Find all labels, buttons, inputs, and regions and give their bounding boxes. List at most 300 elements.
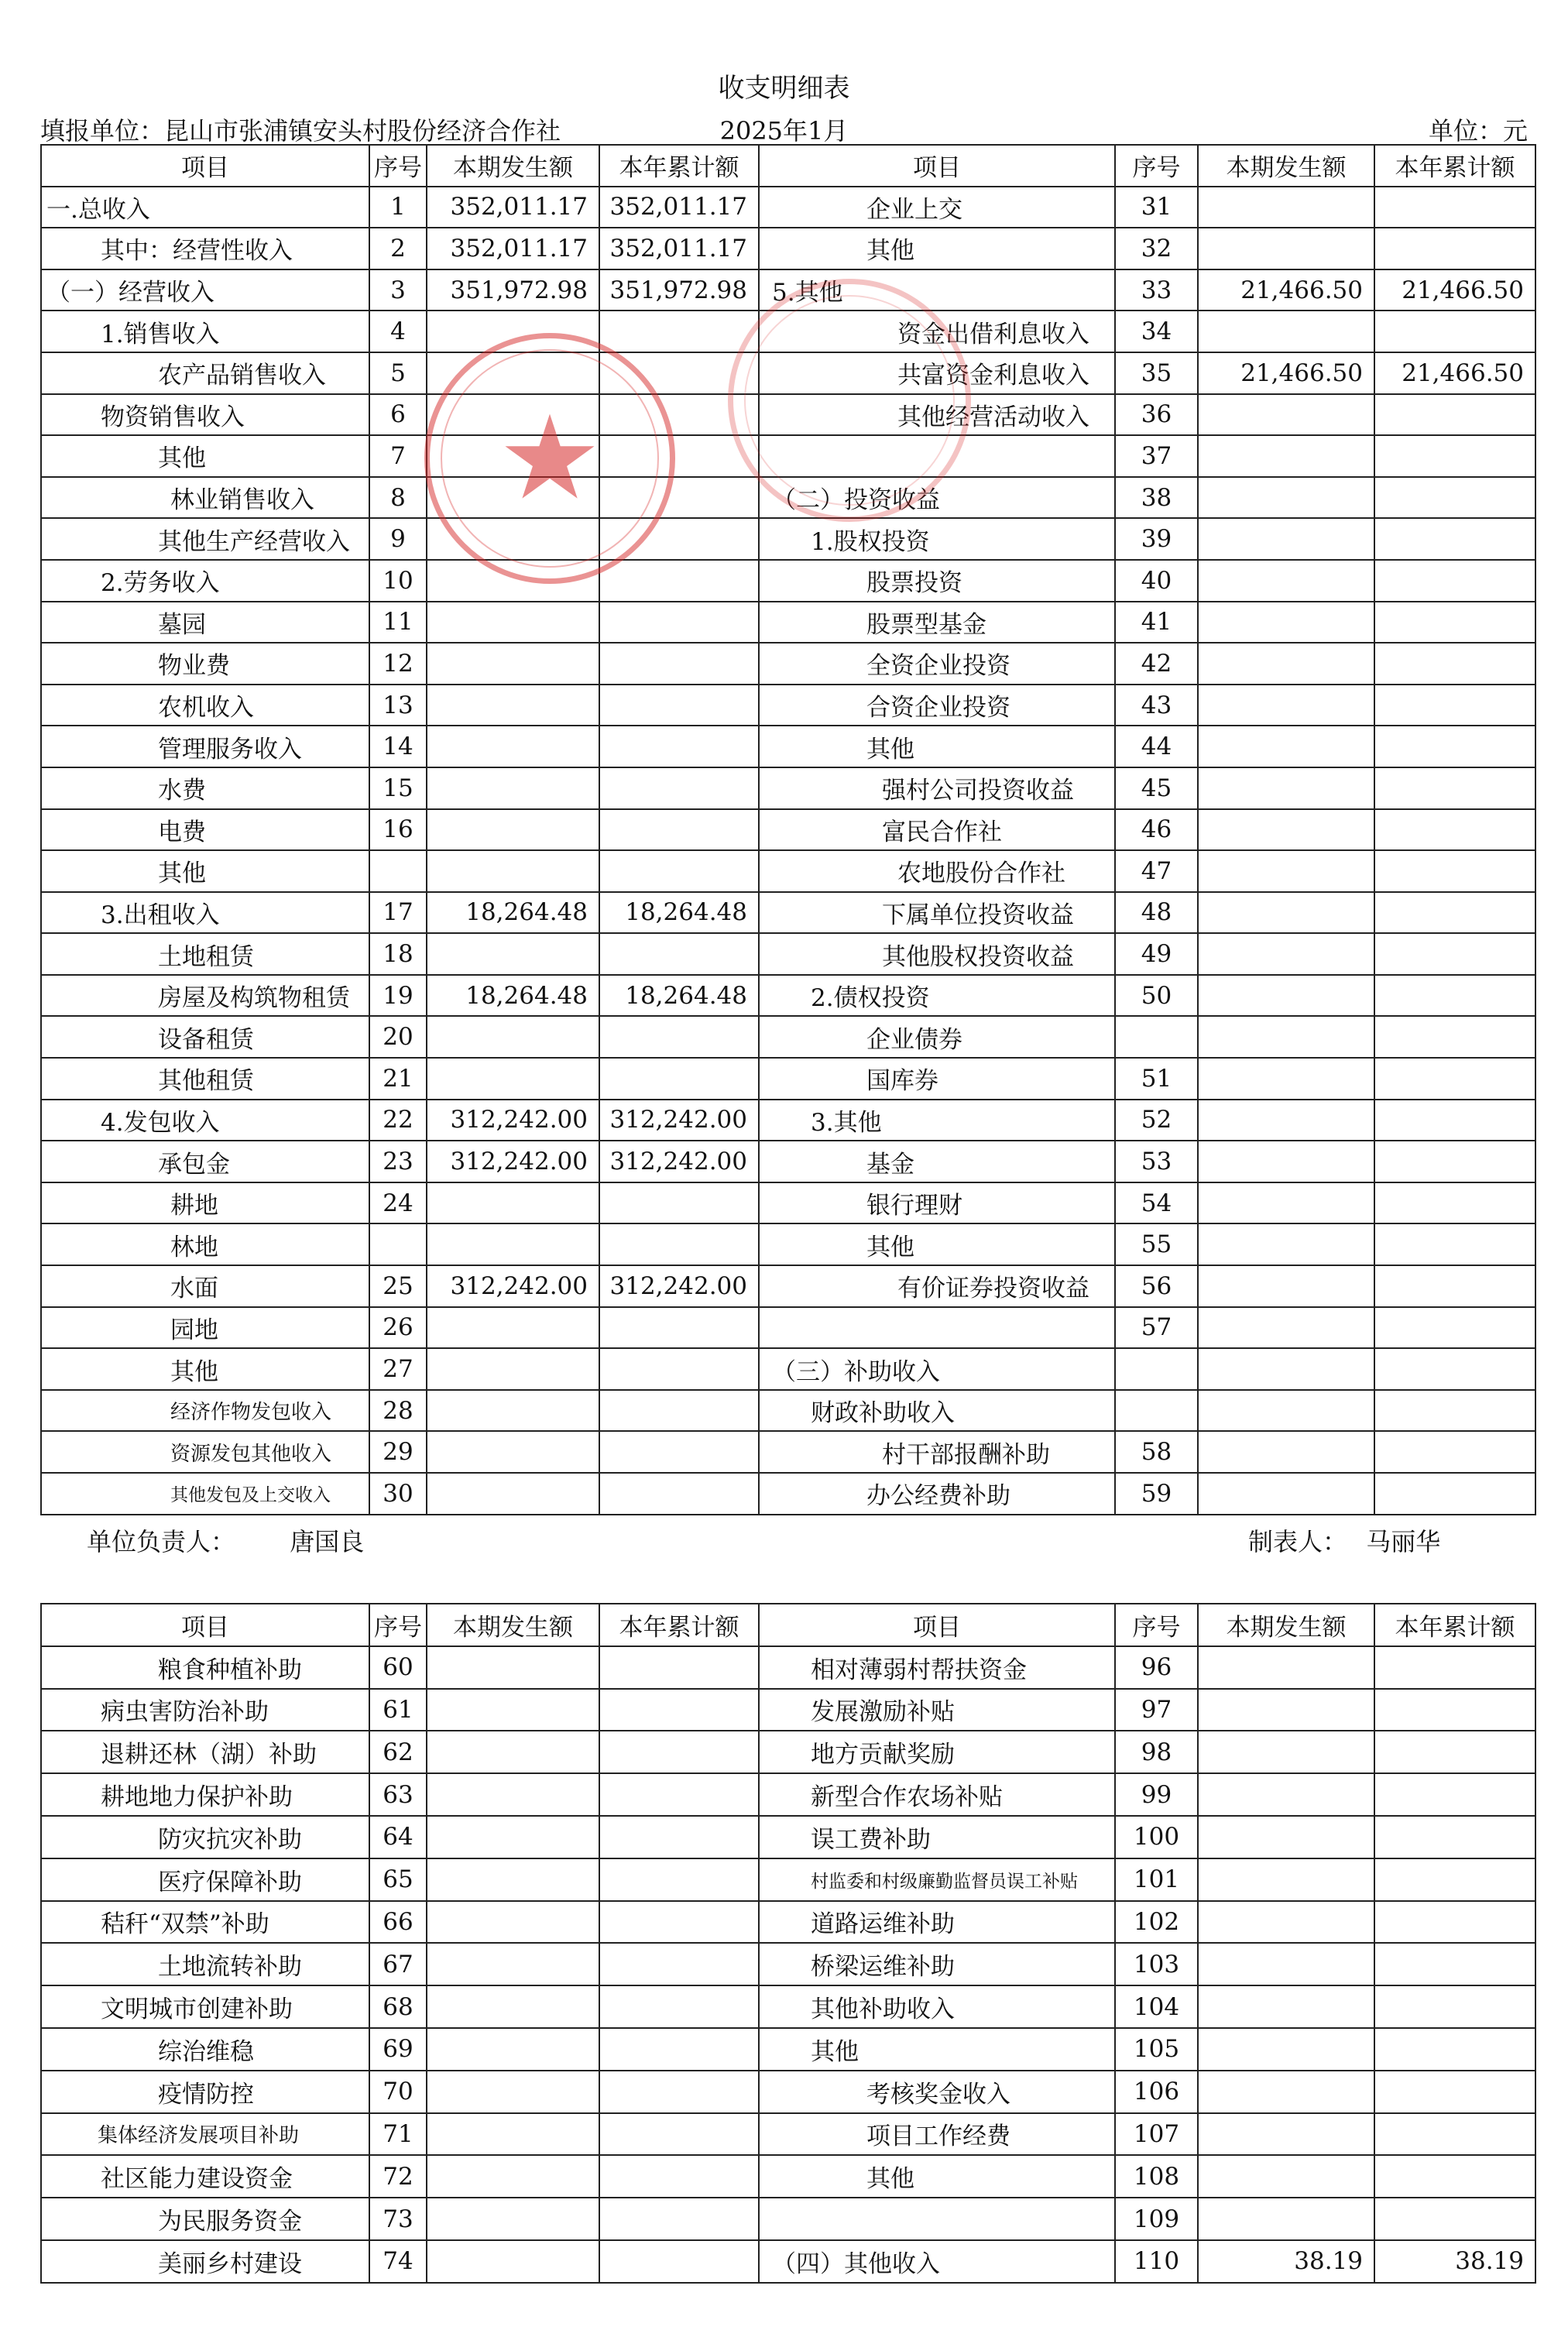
ytd-amount-cell — [1374, 187, 1535, 228]
current-amount-cell — [1198, 1265, 1374, 1307]
ytd-amount-cell: 352,011.17 — [599, 228, 759, 269]
seq-cell: 43 — [1115, 685, 1198, 726]
item-cell: 为民服务资金 — [41, 2198, 369, 2240]
seq-cell: 40 — [1115, 560, 1198, 602]
item-cell: 资源发包其他收入 — [41, 1431, 369, 1473]
table-row — [41, 269, 1535, 311]
seq-cell: 70 — [369, 2071, 427, 2113]
current-amount-cell — [427, 1943, 599, 1985]
table-row — [41, 352, 1535, 394]
current-amount-cell — [427, 1473, 599, 1515]
seq-cell: 26 — [369, 1307, 427, 1349]
seq-cell — [1115, 1390, 1198, 1432]
current-amount-cell: 18,264.48 — [427, 975, 599, 1017]
ytd-amount-cell — [1374, 1689, 1535, 1731]
seq-cell: 102 — [1115, 1901, 1198, 1944]
current-amount-cell — [427, 1731, 599, 1773]
table-row — [41, 1223, 1535, 1265]
table-row — [41, 311, 1535, 352]
item-cell: 林地 — [41, 1223, 369, 1265]
col-header-seq: 序号 — [1115, 1604, 1198, 1646]
ytd-amount-cell — [599, 1016, 759, 1058]
seq-cell: 108 — [1115, 2155, 1198, 2198]
table-row — [41, 809, 1535, 851]
seq-cell: 4 — [369, 311, 427, 352]
current-amount-cell: 312,242.00 — [427, 1100, 599, 1141]
current-amount-cell — [1198, 1816, 1374, 1858]
seq-cell: 64 — [369, 1816, 427, 1858]
current-amount-cell — [427, 933, 599, 975]
current-amount-cell — [427, 1223, 599, 1265]
seq-cell: 63 — [369, 1773, 427, 1816]
ytd-amount-cell — [599, 1348, 759, 1390]
table-row — [41, 2028, 1535, 2071]
table-row — [41, 1858, 1535, 1901]
seq-cell: 52 — [1115, 1100, 1198, 1141]
seq-cell — [1115, 1348, 1198, 1390]
item-cell: 园地 — [41, 1307, 369, 1349]
current-amount-cell — [427, 1058, 599, 1100]
table-row — [41, 767, 1535, 809]
ytd-amount-cell — [1374, 1646, 1535, 1689]
item-cell: 股票型基金 — [759, 602, 1115, 643]
current-amount-cell — [427, 809, 599, 851]
ytd-amount-cell: 312,242.00 — [599, 1141, 759, 1182]
ytd-amount-cell — [1374, 1265, 1535, 1307]
item-cell: 共富资金利息收入 — [759, 352, 1115, 394]
seq-cell: 2 — [369, 228, 427, 269]
ytd-amount-cell — [599, 1390, 759, 1432]
ytd-amount-cell: 18,264.48 — [599, 892, 759, 934]
ytd-amount-cell — [599, 1307, 759, 1349]
seq-cell: 1 — [369, 187, 427, 228]
item-cell: 承包金 — [41, 1141, 369, 1182]
ytd-amount-cell — [1374, 1223, 1535, 1265]
ytd-amount-cell — [599, 1058, 759, 1100]
item-cell: 银行理财 — [759, 1182, 1115, 1224]
table-row — [41, 726, 1535, 767]
current-amount-cell — [427, 1773, 599, 1816]
item-cell: 集体经济发展项目补助 — [41, 2113, 369, 2156]
item-cell: 房屋及构筑物租赁 — [41, 975, 369, 1017]
current-amount-cell — [427, 767, 599, 809]
current-amount-cell — [427, 1689, 599, 1731]
item-cell: 其他生产经营收入 — [41, 518, 369, 560]
seq-cell: 71 — [369, 2113, 427, 2156]
ytd-amount-cell — [599, 1689, 759, 1731]
seq-cell: 15 — [369, 767, 427, 809]
current-amount-cell — [427, 1390, 599, 1432]
item-cell: 3.出租收入 — [41, 892, 369, 934]
current-amount-cell — [1198, 643, 1374, 685]
ytd-amount-cell — [1374, 394, 1535, 436]
item-cell: 办公经费补助 — [759, 1473, 1115, 1515]
ytd-amount-cell — [1374, 1731, 1535, 1773]
seq-cell: 17 — [369, 892, 427, 934]
ytd-amount-cell — [599, 477, 759, 519]
seq-cell: 54 — [1115, 1182, 1198, 1224]
table-row — [41, 2071, 1535, 2113]
col-header-item: 项目 — [759, 145, 1115, 187]
table-row — [41, 560, 1535, 602]
seal-star-icon: ★ — [497, 391, 602, 526]
current-amount-cell — [1198, 892, 1374, 934]
seq-cell: 21 — [369, 1058, 427, 1100]
ytd-amount-cell — [599, 1773, 759, 1816]
item-cell: 合资企业投资 — [759, 685, 1115, 726]
seq-cell — [369, 850, 427, 892]
seq-cell: 97 — [1115, 1689, 1198, 1731]
item-cell: （二）投资收益 — [759, 477, 1115, 519]
current-amount-cell — [1198, 187, 1374, 228]
current-amount-cell — [1198, 685, 1374, 726]
col-header-item: 项目 — [41, 1604, 369, 1646]
item-cell: 水面 — [41, 1265, 369, 1307]
ytd-amount-cell — [599, 560, 759, 602]
current-amount-cell — [1198, 518, 1374, 560]
current-amount-cell: 352,011.17 — [427, 187, 599, 228]
preparer-label: 制表人： — [1248, 1527, 1348, 1556]
table-row — [41, 1901, 1535, 1944]
seq-cell: 14 — [369, 726, 427, 767]
current-amount-cell — [1198, 1307, 1374, 1349]
seq-cell: 62 — [369, 1731, 427, 1773]
col-header-current: 本期发生额 — [427, 1604, 599, 1646]
ytd-amount-cell — [1374, 1773, 1535, 1816]
current-amount-cell — [1198, 2155, 1374, 2198]
ytd-amount-cell — [1374, 1858, 1535, 1901]
item-cell: 桥梁运维补助 — [759, 1943, 1115, 1985]
item-cell: 土地流转补助 — [41, 1943, 369, 1985]
current-amount-cell — [427, 726, 599, 767]
ytd-amount-cell — [1374, 726, 1535, 767]
item-cell: 其他发包及上交收入 — [41, 1473, 369, 1515]
item-cell: 疫情防控 — [41, 2071, 369, 2113]
item-cell: 经济作物发包收入 — [41, 1390, 369, 1432]
item-cell: 农地股份合作社 — [759, 850, 1115, 892]
ytd-amount-cell: 312,242.00 — [599, 1100, 759, 1141]
ytd-amount-cell — [599, 726, 759, 767]
item-cell: 地方贡献奖励 — [759, 1731, 1115, 1773]
current-amount-cell — [427, 602, 599, 643]
item-cell: 其他租赁 — [41, 1058, 369, 1100]
item-cell: 下属单位投资收益 — [759, 892, 1115, 934]
seq-cell: 110 — [1115, 2240, 1198, 2283]
item-cell: 其他 — [759, 2028, 1115, 2071]
ytd-amount-cell — [1374, 1985, 1535, 2028]
ytd-amount-cell — [1374, 435, 1535, 477]
seq-cell: 73 — [369, 2198, 427, 2240]
seq-cell: 68 — [369, 1985, 427, 2028]
table-row — [41, 1348, 1535, 1390]
table-header-row — [41, 145, 1535, 187]
preparer-name: 马丽华 — [1366, 1527, 1441, 1556]
ytd-amount-cell — [599, 311, 759, 352]
item-cell: 其他 — [759, 228, 1115, 269]
item-cell: 基金 — [759, 1141, 1115, 1182]
current-amount-cell — [1198, 850, 1374, 892]
item-cell: 电费 — [41, 809, 369, 851]
seq-cell: 49 — [1115, 933, 1198, 975]
current-amount-cell: 312,242.00 — [427, 1265, 599, 1307]
ytd-amount-cell — [599, 2028, 759, 2071]
table-row — [41, 602, 1535, 643]
current-amount-cell — [1198, 1985, 1374, 2028]
table-row — [41, 933, 1535, 975]
item-cell: 新型合作农场补贴 — [759, 1773, 1115, 1816]
item-cell: 退耕还林（湖）补助 — [41, 1731, 369, 1773]
item-cell: 1.销售收入 — [41, 311, 369, 352]
current-amount-cell — [1198, 1646, 1374, 1689]
current-amount-cell — [427, 1307, 599, 1349]
table-row — [41, 1689, 1535, 1731]
current-amount-cell — [427, 1858, 599, 1901]
seq-cell: 36 — [1115, 394, 1198, 436]
ytd-amount-cell — [599, 933, 759, 975]
current-amount-cell — [1198, 394, 1374, 436]
seq-cell: 53 — [1115, 1141, 1198, 1182]
table-row — [41, 1265, 1535, 1307]
table-row — [41, 1943, 1535, 1985]
current-amount-cell: 312,242.00 — [427, 1141, 599, 1182]
seq-cell: 37 — [1115, 435, 1198, 477]
current-amount-cell — [427, 1901, 599, 1944]
item-cell: 耕地地力保护补助 — [41, 1773, 369, 1816]
item-cell: 其他 — [41, 850, 369, 892]
seq-cell: 103 — [1115, 1943, 1198, 1985]
seq-cell: 107 — [1115, 2113, 1198, 2156]
current-amount-cell — [427, 352, 599, 394]
seq-cell: 24 — [369, 1182, 427, 1224]
item-cell: 3.其他 — [759, 1100, 1115, 1141]
item-cell: 项目工作经费 — [759, 2113, 1115, 2156]
current-amount-cell — [427, 518, 599, 560]
current-amount-cell — [427, 1348, 599, 1390]
seq-cell: 25 — [369, 1265, 427, 1307]
item-cell: 其他 — [759, 2155, 1115, 2198]
current-amount-cell — [427, 1985, 599, 2028]
ytd-amount-cell — [1374, 685, 1535, 726]
current-amount-cell — [427, 560, 599, 602]
seq-cell: 50 — [1115, 975, 1198, 1017]
current-amount-cell — [427, 2240, 599, 2283]
item-cell: 管理服务收入 — [41, 726, 369, 767]
current-amount-cell — [1198, 228, 1374, 269]
seq-cell: 57 — [1115, 1307, 1198, 1349]
ytd-amount-cell — [1374, 892, 1535, 934]
ytd-amount-cell: 351,972.98 — [599, 269, 759, 311]
table-row — [41, 1773, 1535, 1816]
current-amount-cell — [427, 311, 599, 352]
seq-cell: 72 — [369, 2155, 427, 2198]
item-cell: 有价证券投资收益 — [759, 1265, 1115, 1307]
current-amount-cell — [1198, 2113, 1374, 2156]
current-amount-cell — [1198, 726, 1374, 767]
ytd-amount-cell — [1374, 1100, 1535, 1141]
responsible-label: 单位负责人： — [87, 1527, 236, 1556]
item-cell: 综治维稳 — [41, 2028, 369, 2071]
current-amount-cell — [1198, 1689, 1374, 1731]
item-cell — [759, 435, 1115, 477]
table-row — [41, 2113, 1535, 2156]
seq-cell: 69 — [369, 2028, 427, 2071]
current-amount-cell — [1198, 1348, 1374, 1390]
current-amount-cell — [427, 1182, 599, 1224]
ytd-amount-cell — [1374, 1901, 1535, 1944]
item-cell: 误工费补助 — [759, 1816, 1115, 1858]
seq-cell: 23 — [369, 1141, 427, 1182]
item-cell: 5.其他 — [759, 269, 1115, 311]
table-row — [41, 1390, 1535, 1432]
current-amount-cell — [1198, 1473, 1374, 1515]
ytd-amount-cell — [1374, 767, 1535, 809]
seq-cell: 109 — [1115, 2198, 1198, 2240]
seq-cell: 5 — [369, 352, 427, 394]
item-cell: 病虫害防治补助 — [41, 1689, 369, 1731]
current-amount-cell — [1198, 1773, 1374, 1816]
current-amount-cell — [1198, 2071, 1374, 2113]
ytd-amount-cell — [599, 809, 759, 851]
seq-cell — [1115, 1016, 1198, 1058]
seq-cell: 28 — [369, 1390, 427, 1432]
current-amount-cell — [1198, 2028, 1374, 2071]
ytd-amount-cell — [1374, 1473, 1535, 1515]
seq-cell: 20 — [369, 1016, 427, 1058]
ytd-amount-cell — [599, 1985, 759, 2028]
income-detail-table-1 — [40, 144, 1536, 1515]
col-header-seq: 序号 — [369, 1604, 427, 1646]
ytd-amount-cell — [599, 1816, 759, 1858]
current-amount-cell: 351,972.98 — [427, 269, 599, 311]
seq-cell — [369, 1223, 427, 1265]
item-cell: 村干部报酬补助 — [759, 1431, 1115, 1473]
col-header-ytd: 本年累计额 — [1374, 145, 1535, 187]
seq-cell: 11 — [369, 602, 427, 643]
current-amount-cell — [427, 477, 599, 519]
seq-cell: 66 — [369, 1901, 427, 1944]
ytd-amount-cell: 21,466.50 — [1374, 269, 1535, 311]
current-amount-cell — [1198, 1141, 1374, 1182]
seq-cell: 30 — [369, 1473, 427, 1515]
item-cell: 村监委和村级廉勤监督员误工补贴 — [759, 1858, 1115, 1901]
col-header-ytd: 本年累计额 — [599, 145, 759, 187]
report-period: 2025年1月 — [719, 116, 849, 146]
seq-cell: 104 — [1115, 1985, 1198, 2028]
current-amount-cell — [427, 2071, 599, 2113]
seq-cell: 58 — [1115, 1431, 1198, 1473]
item-cell: （四）其他收入 — [759, 2240, 1115, 2283]
item-cell: 防灾抗灾补助 — [41, 1816, 369, 1858]
current-amount-cell — [1198, 1223, 1374, 1265]
seq-cell: 27 — [369, 1348, 427, 1390]
item-cell: 国库券 — [759, 1058, 1115, 1100]
table-row — [41, 2155, 1535, 2198]
item-cell: 2.债权投资 — [759, 975, 1115, 1017]
ytd-amount-cell — [599, 1223, 759, 1265]
item-cell: 强村公司投资收益 — [759, 767, 1115, 809]
ytd-amount-cell — [599, 767, 759, 809]
seq-cell: 41 — [1115, 602, 1198, 643]
table-row — [41, 685, 1535, 726]
table-row — [41, 228, 1535, 269]
current-amount-cell — [1198, 435, 1374, 477]
item-cell: 企业上交 — [759, 187, 1115, 228]
current-amount-cell — [1198, 1100, 1374, 1141]
item-cell: 2.劳务收入 — [41, 560, 369, 602]
income-detail-table-2 — [40, 1603, 1536, 2284]
current-amount-cell — [427, 1431, 599, 1473]
seq-cell: 100 — [1115, 1816, 1198, 1858]
item-cell: 其中：经营性收入 — [41, 228, 369, 269]
current-amount-cell — [1198, 1390, 1374, 1432]
seq-cell: 6 — [369, 394, 427, 436]
seq-cell: 32 — [1115, 228, 1198, 269]
item-cell: 股票投资 — [759, 560, 1115, 602]
item-cell: 1.股权投资 — [759, 518, 1115, 560]
table-row — [41, 1016, 1535, 1058]
ytd-amount-cell — [1374, 2198, 1535, 2240]
ytd-amount-cell — [1374, 1058, 1535, 1100]
seq-cell: 29 — [369, 1431, 427, 1473]
table-row — [41, 477, 1535, 519]
current-amount-cell — [427, 435, 599, 477]
col-header-current: 本期发生额 — [1198, 145, 1374, 187]
ytd-amount-cell — [599, 394, 759, 436]
seq-cell: 98 — [1115, 1731, 1198, 1773]
col-header-ytd: 本年累计额 — [1374, 1604, 1535, 1646]
ytd-amount-cell — [1374, 228, 1535, 269]
ytd-amount-cell — [1374, 1141, 1535, 1182]
item-cell — [759, 1307, 1115, 1349]
seq-cell: 60 — [369, 1646, 427, 1689]
seq-cell: 42 — [1115, 643, 1198, 685]
current-amount-cell — [1198, 477, 1374, 519]
ytd-amount-cell — [1374, 1816, 1535, 1858]
table-row — [41, 1473, 1535, 1515]
item-cell: 土地租赁 — [41, 933, 369, 975]
current-amount-cell — [1198, 602, 1374, 643]
item-cell: 考核奖金收入 — [759, 2071, 1115, 2113]
ytd-amount-cell — [1374, 1390, 1535, 1432]
table-row — [41, 1058, 1535, 1100]
ytd-amount-cell — [1374, 975, 1535, 1017]
table-row — [41, 1985, 1535, 2028]
item-cell: 美丽乡村建设 — [41, 2240, 369, 2283]
item-cell: （一）经营收入 — [41, 269, 369, 311]
seq-cell: 55 — [1115, 1223, 1198, 1265]
table-header-row — [41, 1604, 1535, 1646]
ytd-amount-cell — [599, 1431, 759, 1473]
responsible-name: 唐国良 — [290, 1527, 365, 1556]
item-cell: 全资企业投资 — [759, 643, 1115, 685]
item-cell: 其他经营活动收入 — [759, 394, 1115, 436]
ytd-amount-cell — [599, 2198, 759, 2240]
current-amount-cell — [427, 394, 599, 436]
table-row — [41, 187, 1535, 228]
table-row — [41, 1816, 1535, 1858]
col-header-ytd: 本年累计额 — [599, 1604, 759, 1646]
table-row — [41, 1182, 1535, 1224]
current-amount-cell — [427, 1646, 599, 1689]
item-cell: 社区能力建设资金 — [41, 2155, 369, 2198]
item-cell: 农机收入 — [41, 685, 369, 726]
ytd-amount-cell — [599, 685, 759, 726]
current-amount-cell — [1198, 560, 1374, 602]
current-amount-cell: 352,011.17 — [427, 228, 599, 269]
seq-cell: 67 — [369, 1943, 427, 1985]
item-cell: 相对薄弱村帮扶资金 — [759, 1646, 1115, 1689]
seq-cell: 44 — [1115, 726, 1198, 767]
